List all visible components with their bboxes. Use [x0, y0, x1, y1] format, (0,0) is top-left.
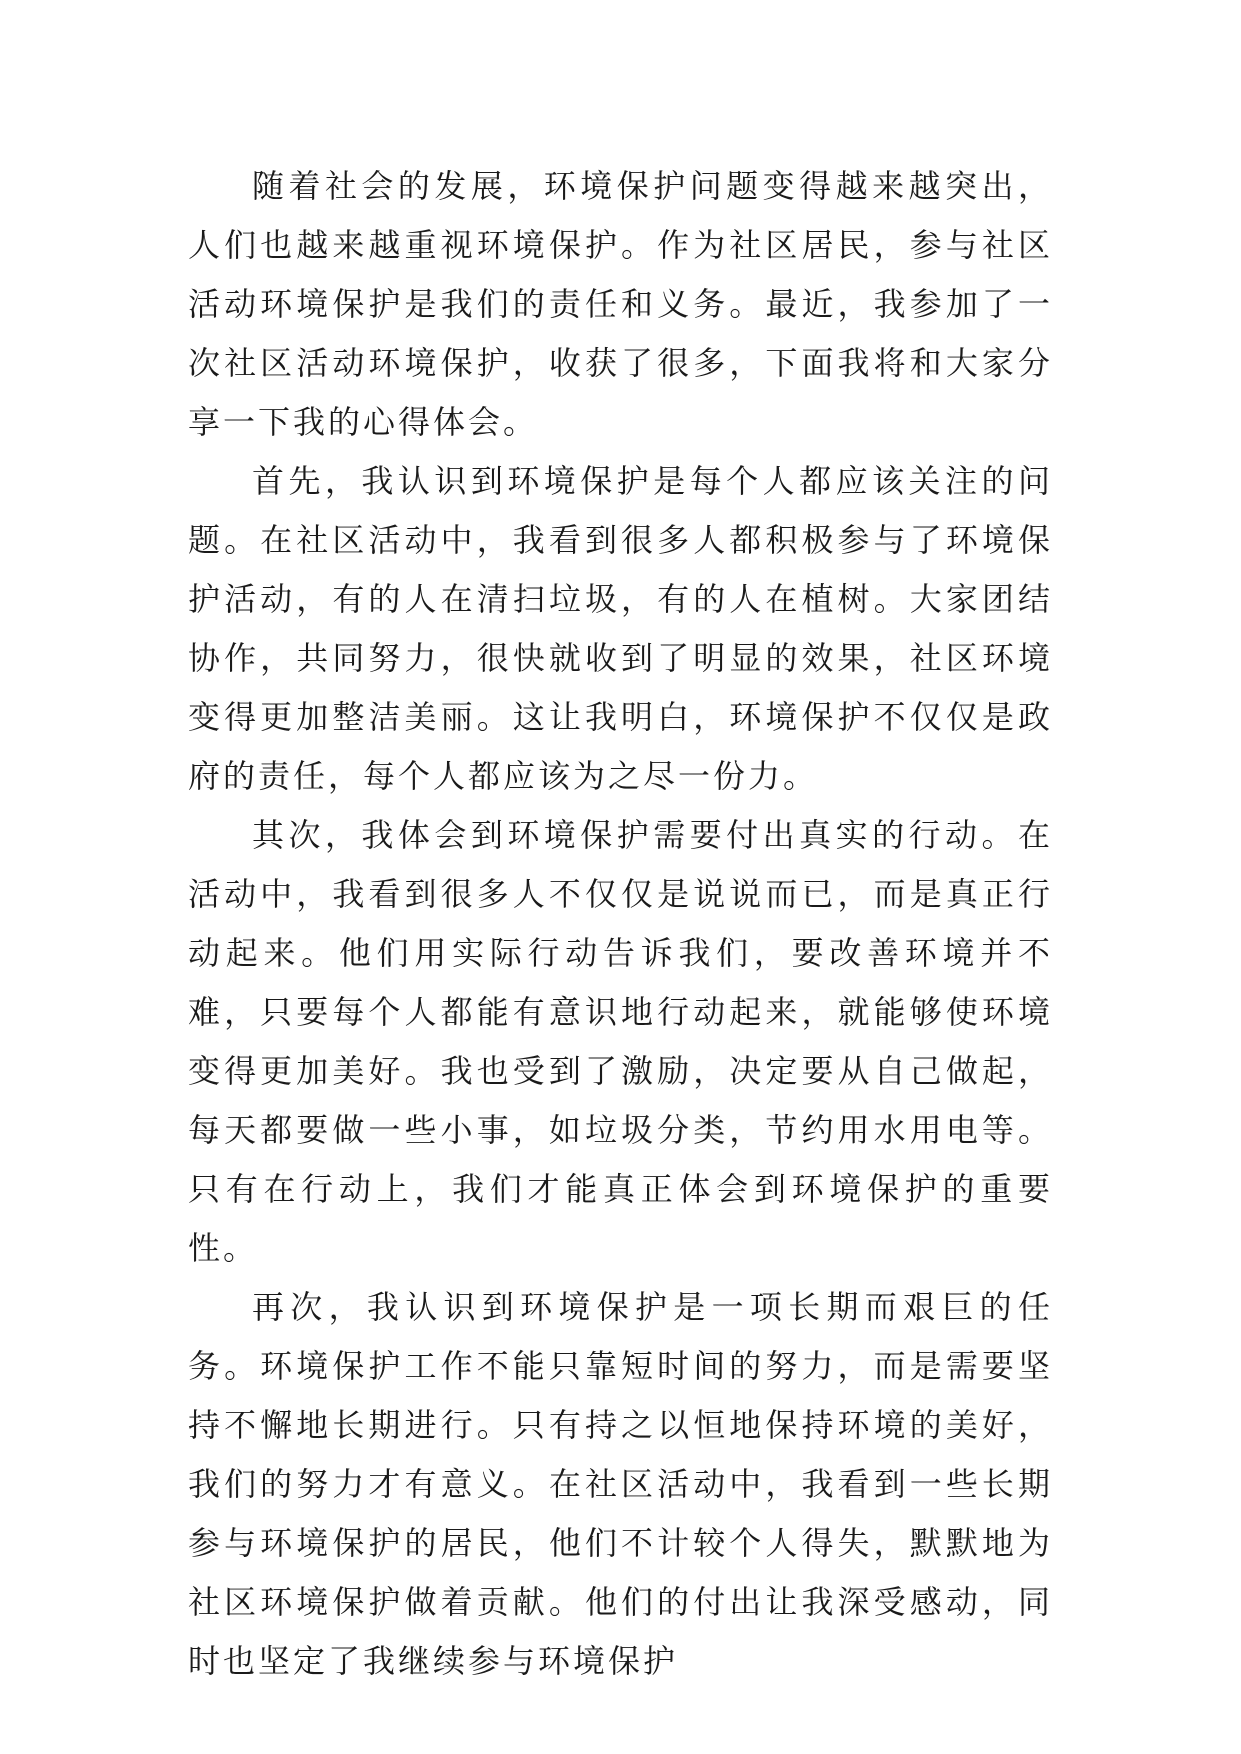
document-body	[188, 157, 1053, 1691]
paragraph-third-point: 再次，我认识到环境保护是一项长期而艰巨的任务。环境保护工作不能只靠短时间的努力，而是需要坚持不懈地长期进行。只有持之以恒地保持环境的美好，我们的努力才有意义。在社区活动中，我看到一些长期参与环境保护的居民，他们不计较个人得失，默默地为社区环境保护做着贡献。他们的付出让我深受感动，同时也坚定了我继续参与环境保护	[188, 1288, 1053, 1680]
paragraph-second-point: 其次，我体会到环境保护需要付出真实的行动。在活动中，我看到很多人不仅仅是说说而已，而是真正行动起来。他们用实际行动告诉我们，要改善环境并不难，只要每个人都能有意识地行动起来，就能够使环境变得更加美好。我也受到了激励，决定要从自己做起，每天都要做一些小事，如垃圾分类，节约用水用电等。只有在行动上，我们才能真正体会到环境保护的重要性。	[188, 816, 1053, 1267]
paragraph-intro: 随着社会的发展，环境保护问题变得越来越突出，人们也越来越重视环境保护。作为社区居民，参与社区活动环境保护是我们的责任和义务。最近，我参加了一次社区活动环境保护，收获了很多，下面我将和大家分享一下我的心得体会。	[188, 167, 1053, 441]
paragraph-first-point: 首先，我认识到环境保护是每个人都应该关注的问题。在社区活动中，我看到很多人都积极参与了环境保护活动，有的人在清扫垃圾，有的人在植树。大家团结协作，共同努力，很快就收到了明显的效果，社区环境变得更加整洁美丽。这让我明白，环境保护不仅仅是政府的责任，每个人都应该为之尽一份力。	[188, 462, 1053, 795]
